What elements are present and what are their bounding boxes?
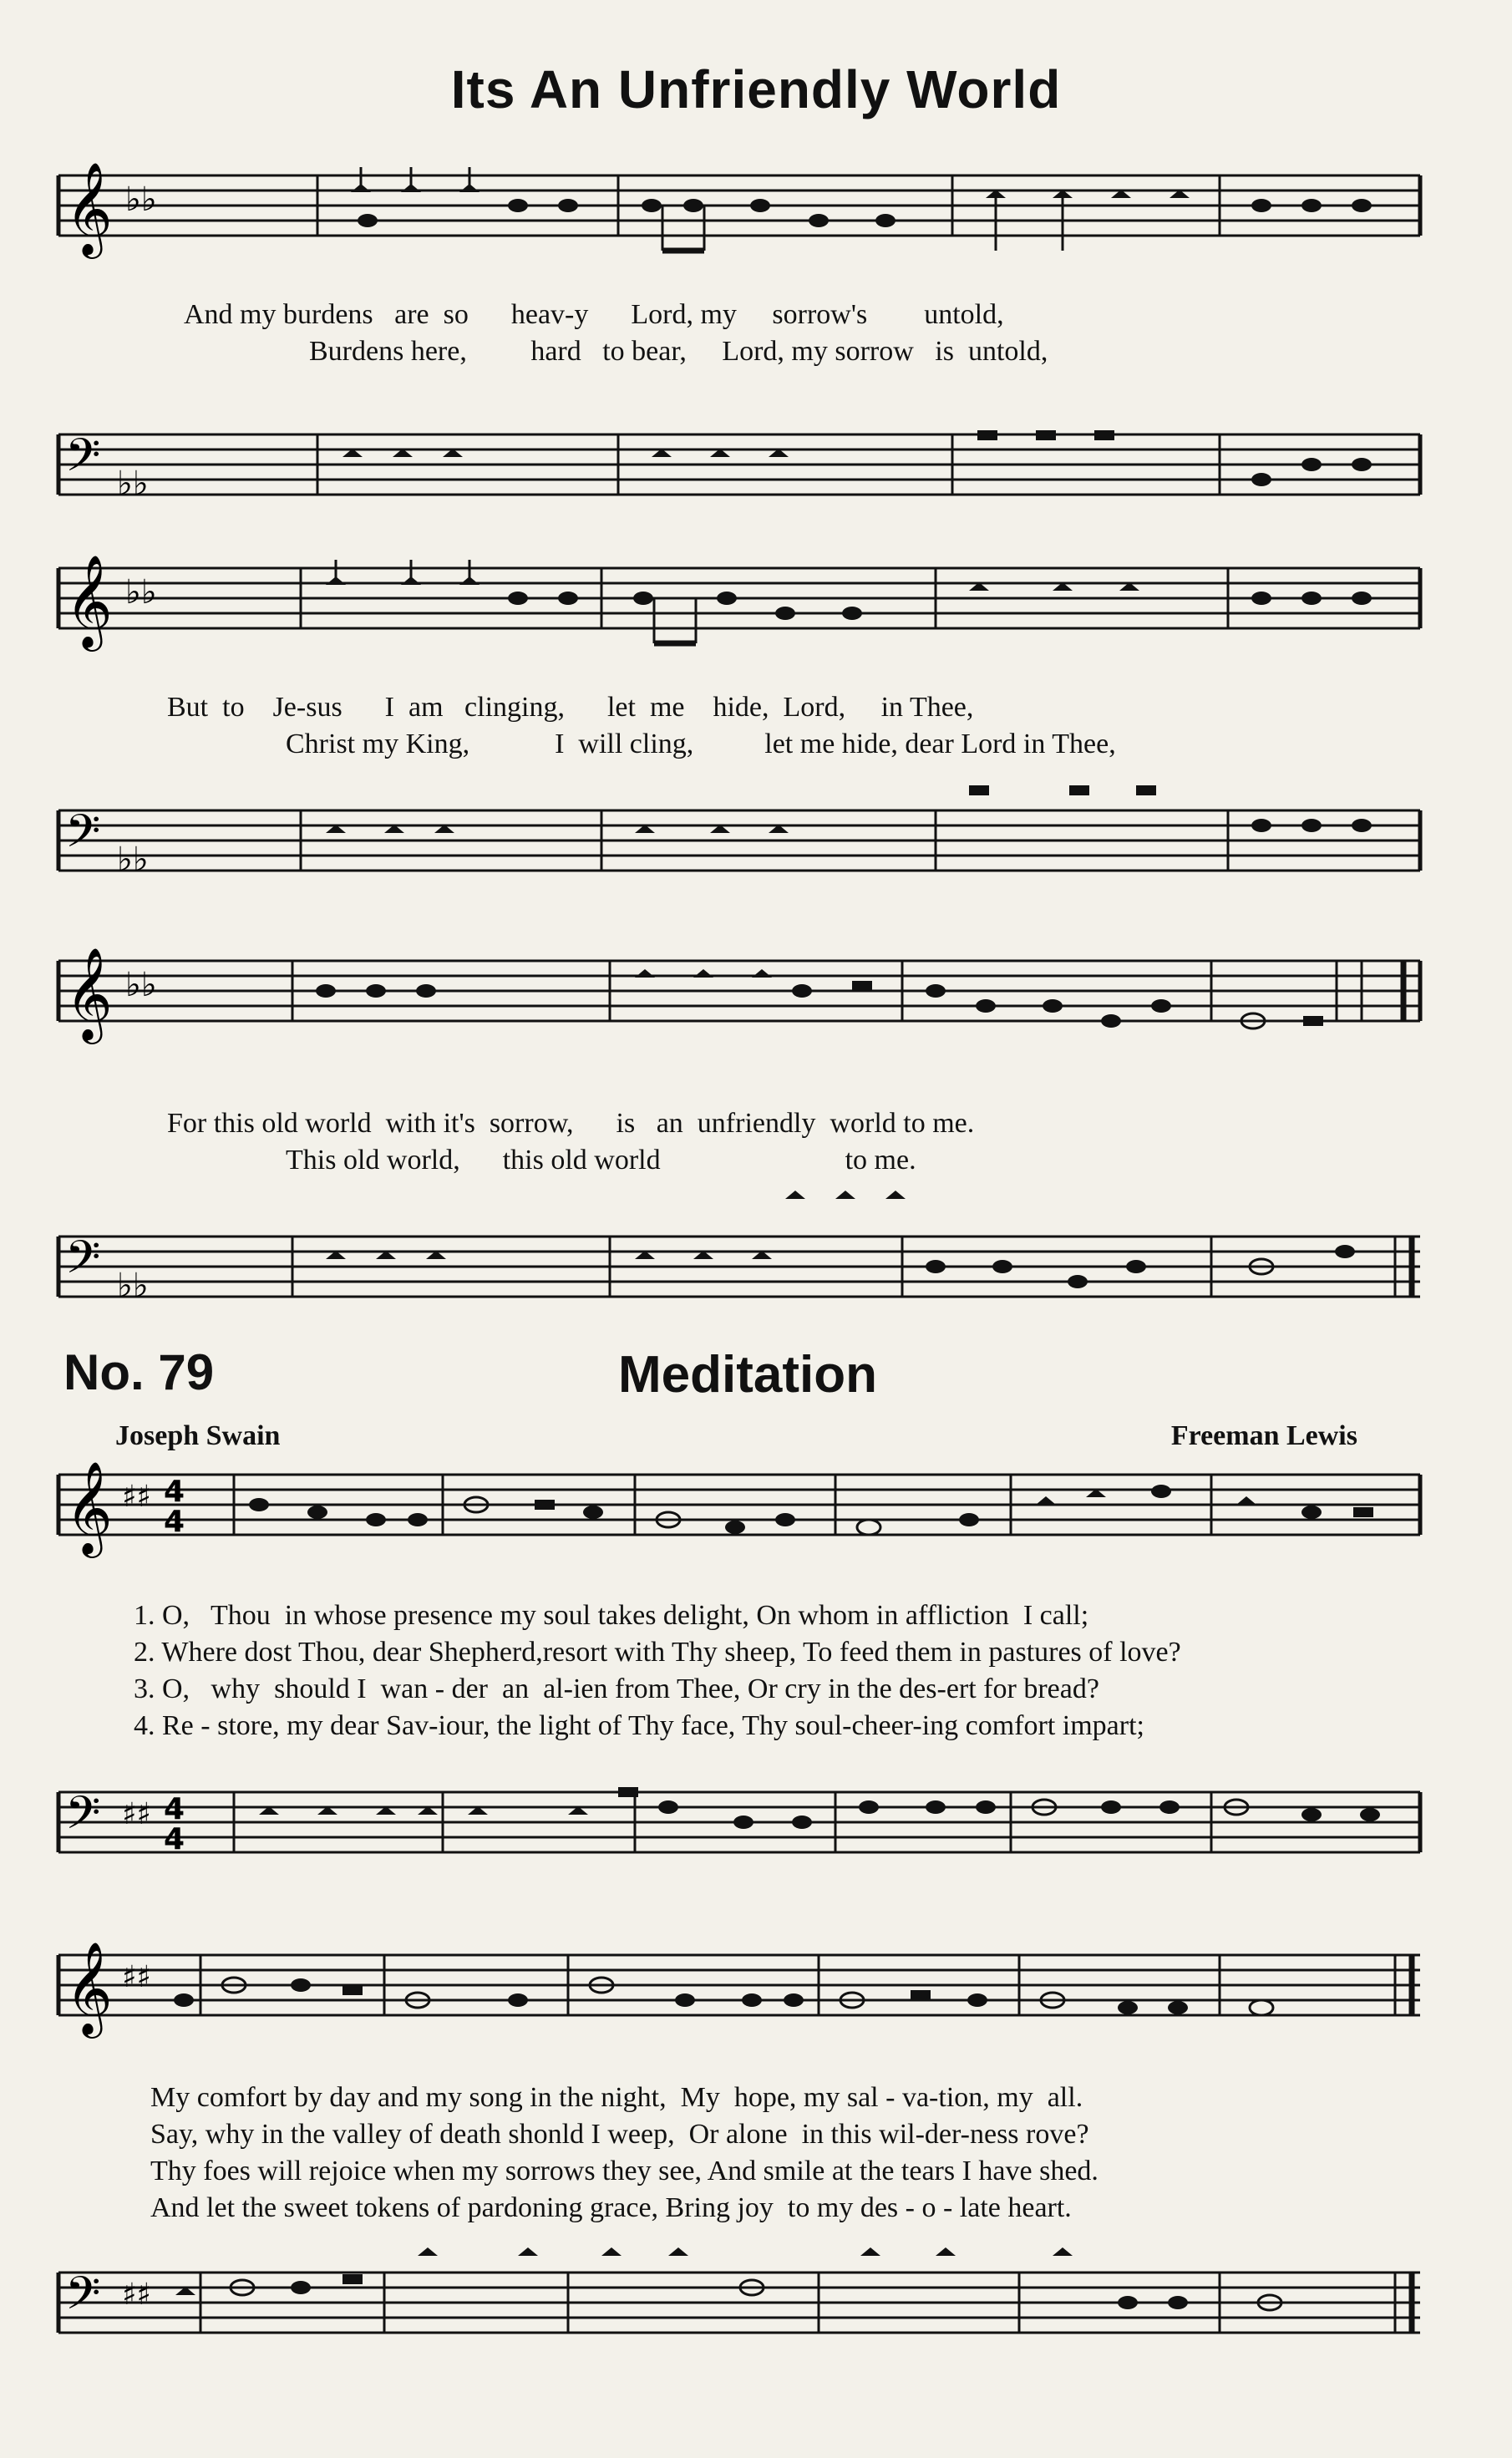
svg-text:♯♯: ♯♯ (122, 1480, 151, 1514)
lyricist-credit: Joseph Swain (115, 1420, 281, 1451)
svg-text:♭♭: ♭♭ (125, 180, 157, 219)
bass-clef-icon: 𝄢 (65, 1231, 101, 1295)
treble-clef-icon: 𝄞 (65, 161, 113, 255)
svg-text:♭♭: ♭♭ (117, 840, 149, 879)
svg-text:4: 4 (164, 1475, 185, 1509)
treble-clef-icon: 𝄞 (65, 947, 113, 1040)
treble-clef-icon: 𝄞 (65, 1460, 113, 1554)
verse-line: My comfort by day and my song in the night, My hope, my sal - va-tion, my all. (150, 2082, 1083, 2113)
bass-clef-icon: 𝄢 (65, 805, 101, 869)
svg-text:♭♭: ♭♭ (125, 966, 157, 1004)
svg-text:♭♭: ♭♭ (117, 1267, 149, 1305)
music-system-4 (50, 1458, 1428, 1892)
svg-text:4: 4 (164, 1822, 185, 1856)
svg-text:♭♭: ♭♭ (117, 465, 149, 503)
treble-staff (50, 551, 1428, 902)
verse-line: And let the sweet tokens of pardoning grace, Bring joy to my des - o - late heart. (150, 2192, 1072, 2223)
bass-clef-icon: 𝄢 (65, 2267, 101, 2331)
treble-clef-icon: 𝄞 (65, 554, 113, 648)
svg-text:♯♯: ♯♯ (122, 1797, 151, 1831)
verse-line: 1. O, Thou in whose presence my soul takes delight, On whom in affliction I call; (134, 1600, 1089, 1631)
lyric-line: Christ my King, I will cling, let me hide, dear Lord in Thee, (286, 729, 1116, 759)
lyric-line: And my burdens are so heav-y Lord, my sorrow's untold, (184, 299, 1004, 330)
hymn-number: No. 79 (63, 1344, 215, 1400)
verse-line: 4. Re - store, my dear Sav-iour, the light of Thy face, Thy soul-cheer-ing comfort impart; (134, 1710, 1144, 1741)
song-title: Meditation (618, 1346, 877, 1404)
svg-text:♯♯: ♯♯ (122, 2278, 151, 2312)
verse-line: 2. Where dost Thou, dear Shepherd,resort with Thy sheep, To feed them in pastures of love? (134, 1637, 1181, 1668)
lyric-line: Burdens here, hard to bear, Lord, my sorrow is untold, (309, 336, 1048, 367)
svg-text:♯♯: ♯♯ (122, 1960, 151, 1994)
verse-line: Thy foes will rejoice when my sorrows they see, And smile at the tears I have shed. (150, 2156, 1098, 2186)
treble-staff (50, 159, 1428, 510)
song-title: Its An Unfriendly World (450, 59, 1062, 119)
svg-text:♭♭: ♭♭ (125, 573, 157, 612)
composer-credit: Freeman Lewis (1170, 1420, 1357, 1451)
svg-text:4: 4 (164, 1505, 185, 1539)
lyric-line: For this old world with it's sorrow, is an unfriendly world to me. (167, 1108, 975, 1139)
verse-line: 3. O, why should I wan - der an al-ien from Thee, Or cry in the des-ert for bread? (134, 1673, 1099, 1704)
bass-clef-icon: 𝄢 (65, 429, 101, 493)
music-system-3 (50, 944, 1428, 1320)
svg-text:4: 4 (164, 1792, 185, 1826)
treble-clef-icon: 𝄞 (65, 1941, 113, 2034)
bass-clef-icon: 𝄢 (65, 1786, 101, 1851)
lyric-line: This old world, this old world to me. (286, 1145, 916, 1176)
music-system-1 (50, 159, 1428, 510)
music-system-5 (50, 1938, 1428, 2373)
music-system-2 (50, 551, 1428, 902)
verse-line: Say, why in the valley of death shonld I weep, Or alone in this wil-der-ness rove? (150, 2119, 1089, 2150)
lyric-line: But to Je-sus I am clinging, let me hide, Lord, in Thee, (167, 692, 974, 723)
